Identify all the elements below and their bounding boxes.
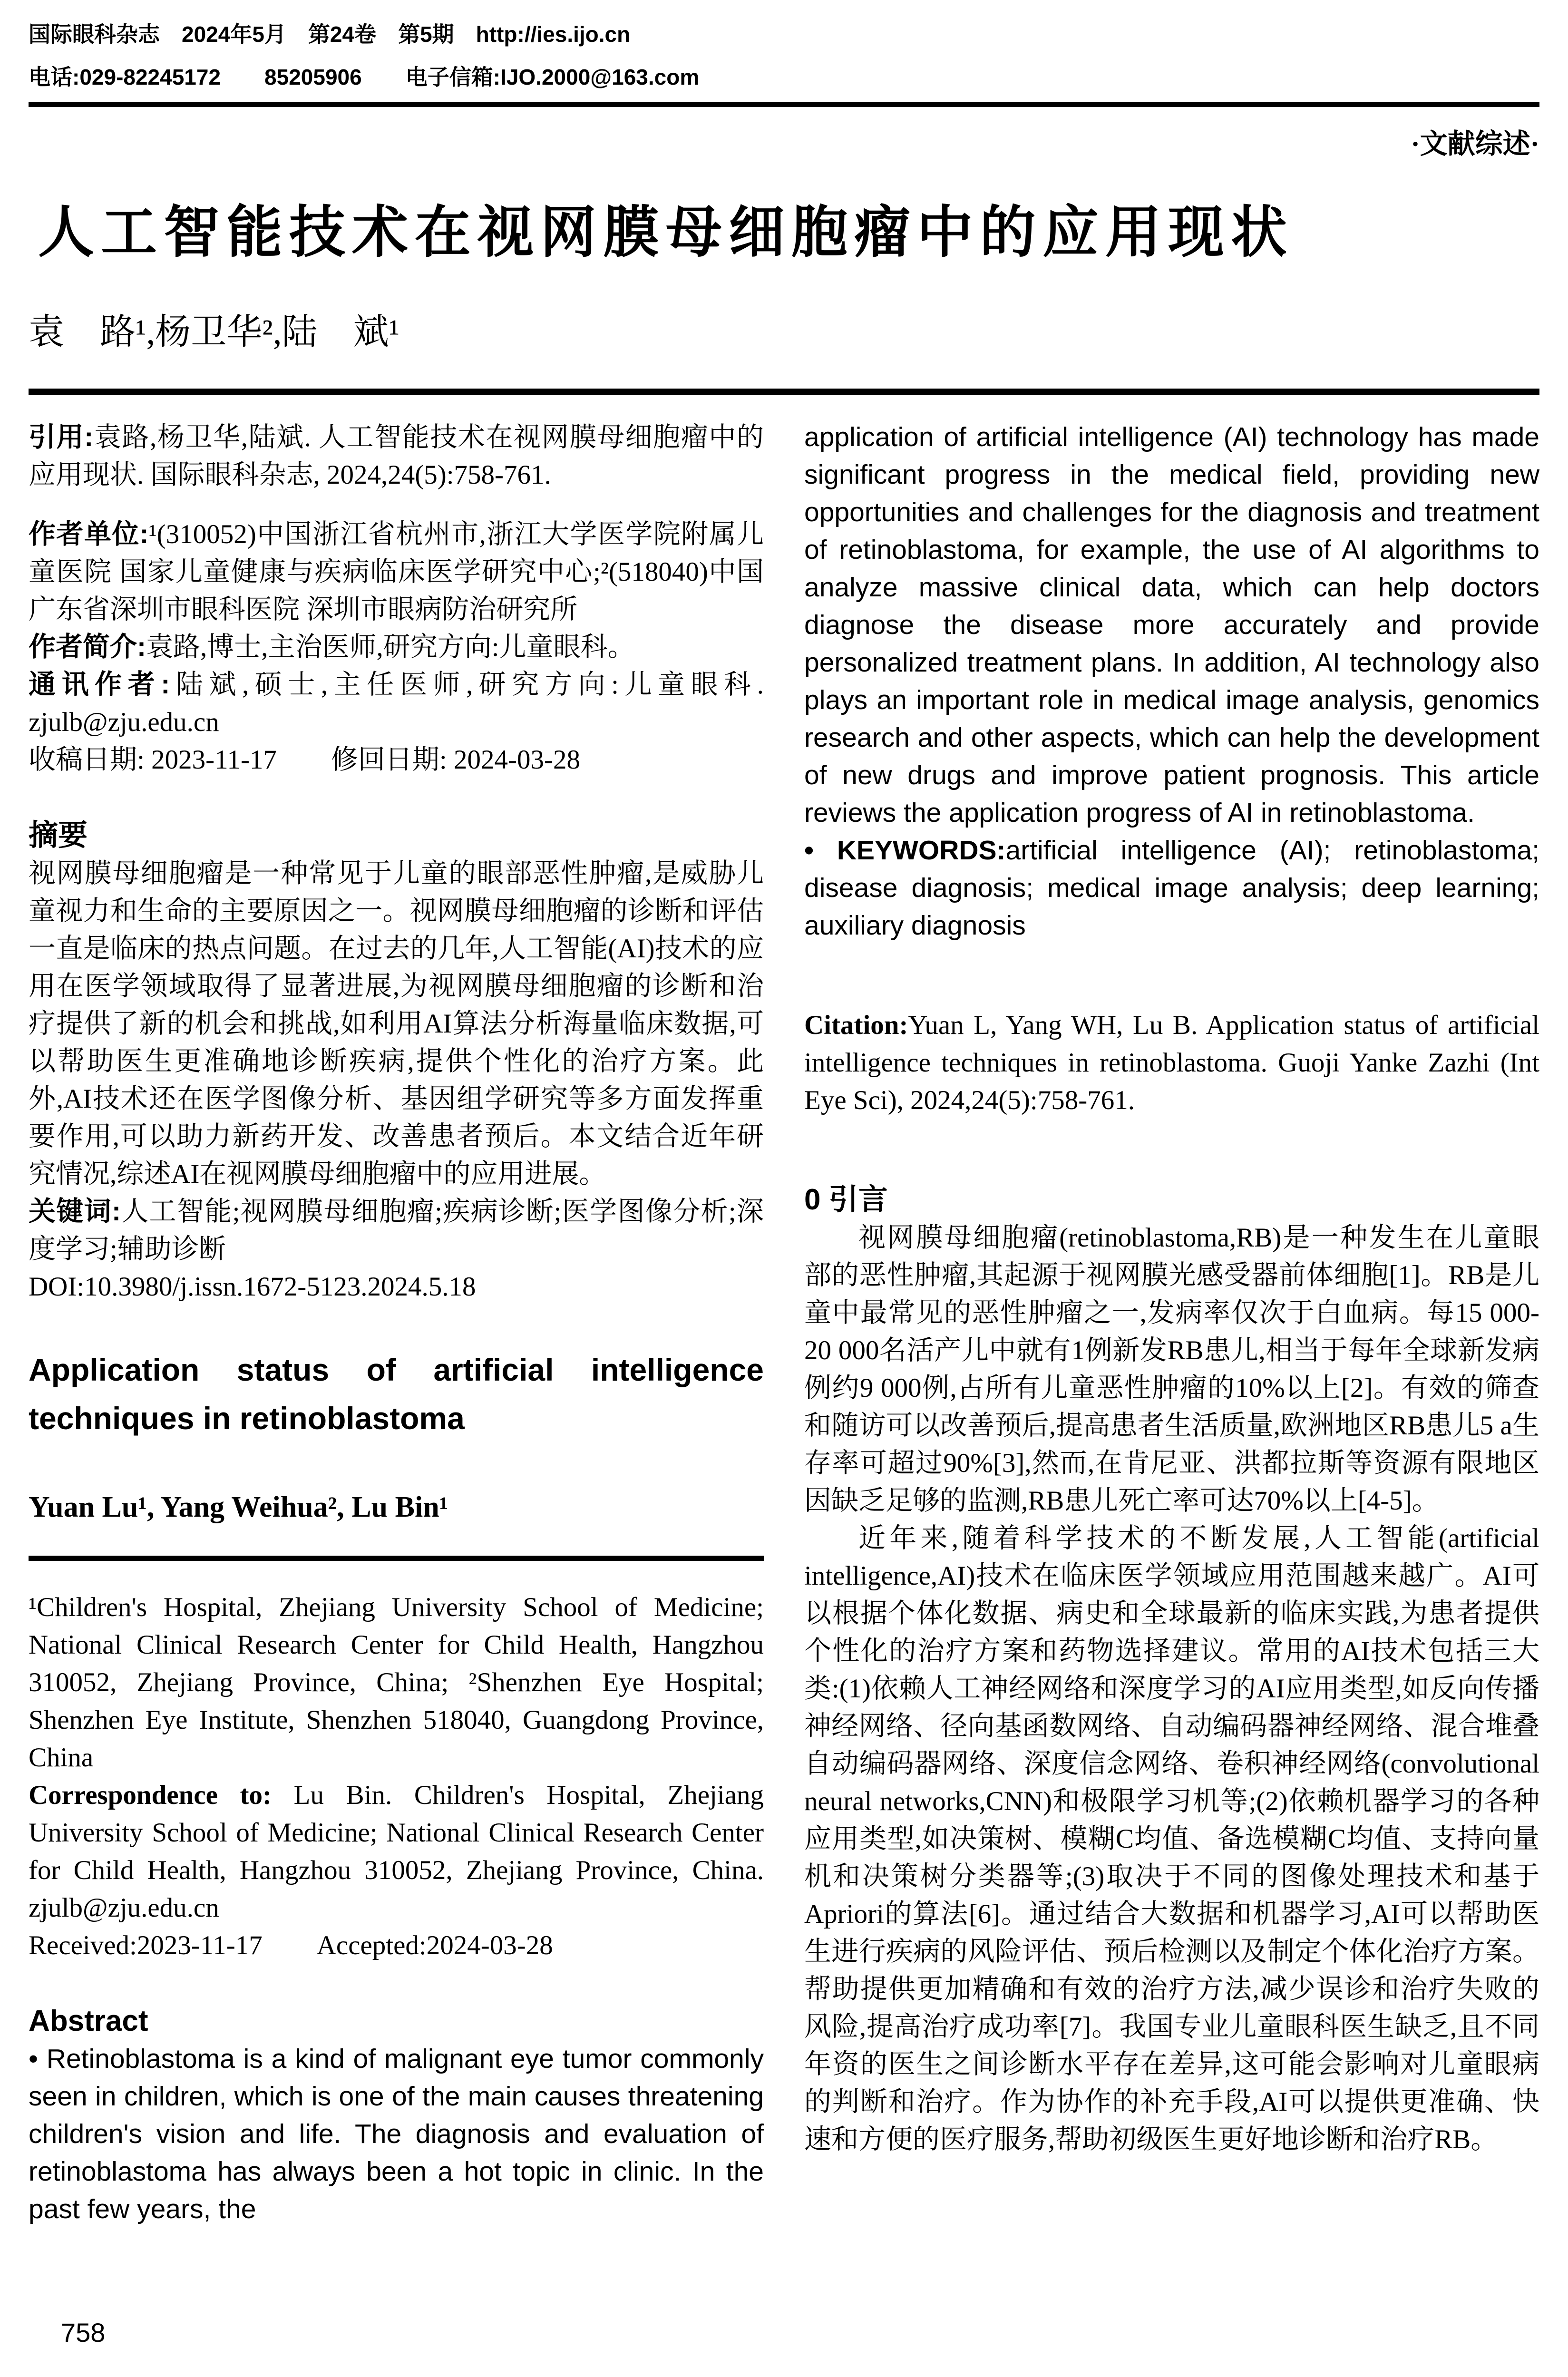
header-divider	[29, 102, 1539, 107]
keywords-en	[804, 832, 1539, 945]
keywords-en-label: • KEYWORDS:	[804, 835, 1006, 866]
correspondence-en-text: Lu Bin. Children's Hospital, Zhejiang University School of Medicine; National Clinical Research Center for Child Health, Hangzhou 310052, Zhejiang Province, China. zjulb@zju.edu.cn	[29, 1780, 764, 1923]
author-bio-cn-text: 袁路,博士,主治医师,研究方向:儿童眼科。	[146, 632, 635, 662]
introduction-heading: 0 引言	[804, 1183, 888, 1216]
abstract-cn-text: 视网膜母细胞瘤是一种常见于儿童的眼部恶性肿瘤,是威胁儿童视力和生命的主要原因之一。视网膜母细胞瘤的诊断和评估一直是临床的热点问题。在过去的几年,人工智能(AI)技术的应用在医学领域取得了显著进展,为视网膜母细胞瘤的诊断和治疗提供了新的机会和挑战,如利用AI算法分析海量临床数据,可以帮助医生更准确地诊断疾病,提供个性化的治疗方案。此外,AI技术还在医学图像分析、基因组学研究等多方面发挥重要作用,可以助力新药开发、改善患者预后。本文结合近年研究情况,综述AI在视网膜母细胞瘤中的应用进展。	[29, 858, 764, 1189]
doi-line: DOI:10.3980/j.issn.1672-5123.2024.5.18	[29, 1272, 476, 1302]
abstract-en-text-right: application of artificial intelligence (AI) technology has made significant progress in the medical field, providing new opportunities and challenges for the diagnosis and treatment of retinoblastoma, for example, the use of AI algorithms to analyze massive clinical data, which can help doctors diagnose the disease more accurately and provide personalized treatment plans. In addition, AI technology also plays an important role in medical image analysis, genomics research and other aspects, which can help the development of new drugs and improve patient prognosis. This article reviews the application progress of AI in retinoblastoma.	[804, 422, 1539, 828]
citation-cn-label: 引用:	[29, 422, 94, 452]
keywords-en-text: artificial intelligence (AI); retinoblastoma; disease diagnosis; medical image analysis; deep learning; auxiliary diagnosis	[804, 835, 1539, 941]
title-divider	[29, 389, 1539, 395]
journal-info-line: 国际眼科杂志 2024年5月 第24卷 第5期 http://ies.ijo.cn	[29, 22, 631, 47]
keywords-cn-label: 关键词:	[29, 1196, 121, 1227]
intro-paragraph-2: 近年来,随着科学技术的不断发展,人工智能(artificial intelligence,AI)技术在临床医学领域应用范围越来越广。AI可以根据个体化数据、病史和全球最新的临床实践,为患者提供个性化的治疗方案和药物选择建议。常用的AI技术包括三大类:(1)依赖人工神经网络和深度学习的AI应用类型,如反向传播神经网络、径向基函数网络、自动编码器神经网络、混合堆叠自动编码器网络、深度信念网络、卷积神经网络(convolutional neural networks,CNN)和极限学习机等;(2)依赖机器学习的各种应用类型,如决策树、模糊C均值、备选模糊C均值、支持向量机和决策树分类器等;(3)取决于不同的图像处理技术和基于Apriori的算法[6]。通过结合大数据和机器学习,AI可以帮助医生进行疾病的风险评估、预后检测以及制定个体化治疗方案。帮助提供更加精确和有效的治疗方法,减少误诊和治疗失败的风险,提高治疗成功率[7]。我国专业儿童眼科医生缺乏,且不同年资的医生之间诊断水平存在差异,这可能会影响对儿童眼病的判断和治疗。作为协作的补充手段,AI可以提供更准确、快速和方便的医疗服务,帮助初级医生更好地诊断和治疗RB。	[804, 1523, 1539, 2154]
author-bio-cn	[29, 628, 764, 666]
author-affiliation-cn-text: ¹(310052)中国浙江省杭州市,浙江大学医学院附属儿童医院 国家儿童健康与疾病临床医学研究中心;²(518040)中国广东省深圳市眼科医院 深圳市眼病防治研究所	[29, 519, 764, 624]
article-authors-en: Yuan Lu¹, Yang Weihua², Lu Bin¹	[29, 1491, 448, 1523]
article-body	[29, 419, 1539, 2228]
citation-en-label: Citation:	[804, 1010, 908, 1040]
abstract-en-text-left: • Retinoblastoma is a kind of malignant eye tumor commonly seen in children, which is one of the main causes threatening children's vision and life. The diagnosis and evaluation of retinoblastoma has always been a hot topic in clinic. In the past few years, the	[29, 2044, 764, 2224]
article-title-en: Application status of artificial intelligence techniques in retinoblastoma	[29, 1352, 764, 1436]
article-type-label: ·文献综述·	[1411, 128, 1539, 159]
affiliation-en: ¹Children's Hospital, Zhejiang University School of Medicine; National Clinical Research Center for Child Health, Hangzhou 310052, Zhejiang Province, China; ²Shenzhen Eye Hospital; Shenzhen Eye Institute, Shenzhen 518040, Guangdong Province, China	[29, 1592, 764, 1773]
corresponding-author-cn	[29, 666, 764, 741]
abstract-cn-heading: 摘要	[29, 819, 88, 852]
column-left	[29, 419, 764, 2228]
correspondence-en-label: Correspondence to:	[29, 1780, 272, 1810]
column-right	[804, 419, 1539, 2228]
manuscript-dates-cn: 收稿日期: 2023-11-17 修回日期: 2024-03-28	[29, 745, 580, 775]
intro-paragraph-1: 视网膜母细胞瘤(retinoblastoma,RB)是一种发生在儿童眼部的恶性肿瘤,其起源于视网膜光感受器前体细胞[1]。RB是儿童中最常见的恶性肿瘤之一,发病率仅次于白血病。每15 000-20 000名活产儿中就有1例新发RB患儿,相当于每年全球新发病例约9 000例,占所有儿童恶性肿瘤的10%以上[2]。有效的筛查和随访可以改善预后,提高患者生活质量,欧洲地区RB患儿5 a生存率可超过90%[3],然而,在肯尼亚、洪都拉斯等资源有限地区因缺乏足够的监测,RB患儿死亡率可达70%以上[4-5]。	[804, 1223, 1539, 1516]
journal-contact-line: 电话:029-82245172 85205906 电子信箱:IJO.2000@163.com	[29, 65, 700, 89]
author-bio-cn-label: 作者简介:	[29, 632, 146, 662]
keywords-cn	[29, 1193, 764, 1268]
article-authors-cn: 袁 路¹,杨卫华²,陆 斌¹	[29, 312, 399, 352]
citation-en-text: Yuan L, Yang WH, Lu B. Application status of artificial intelligence techniques in retinoblastoma. Guoji Yanke Zazhi (Int Eye Sci), 2024,24(5):758-761.	[804, 1010, 1539, 1115]
author-affiliation-cn	[29, 516, 764, 628]
author-divider	[29, 1556, 764, 1561]
journal-header	[29, 0, 1539, 107]
page-number: 758	[61, 2318, 106, 2348]
corresponding-author-cn-text: 陆斌,硕士,主任医师,研究方向:儿童眼科. zjulb@zju.edu.cn	[29, 670, 764, 737]
corresponding-author-cn-label: 通讯作者:	[29, 669, 170, 700]
abstract-en-heading: Abstract	[29, 2005, 148, 2037]
correspondence-en	[29, 1776, 764, 1927]
article-title-cn: 人工智能技术在视网膜母细胞瘤中的应用现状	[38, 201, 1294, 264]
author-affiliation-cn-label: 作者单位:	[29, 519, 149, 549]
citation-cn-text: 袁路,杨卫华,陆斌. 人工智能技术在视网膜母细胞瘤中的应用现状. 国际眼科杂志, 2024,24(5):758-761.	[29, 422, 764, 490]
citation-en-paragraph	[804, 1006, 1539, 1119]
manuscript-dates-en: Received:2023-11-17 Accepted:2024-03-28	[29, 1930, 553, 1960]
citation-cn-paragraph	[29, 419, 764, 494]
keywords-cn-text: 人工智能;视网膜母细胞瘤;疾病诊断;医学图像分析;深度学习;辅助诊断	[29, 1197, 764, 1264]
